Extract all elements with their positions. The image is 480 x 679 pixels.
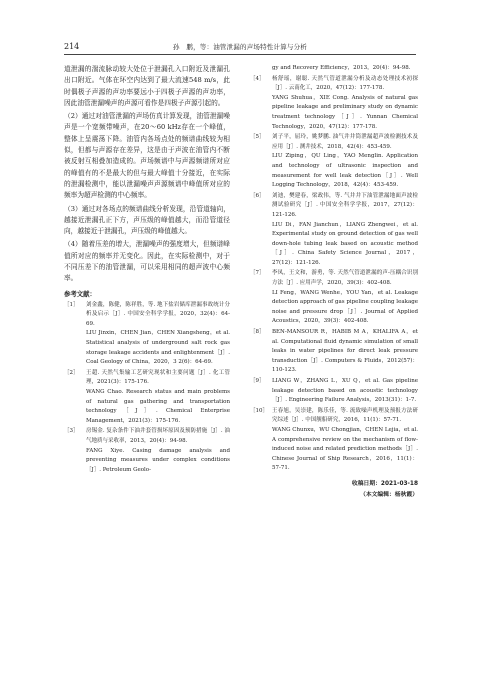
running-title: 孙 鹏，等：油管泄漏的声场特性计算与分析: [173, 43, 307, 51]
reference-item: [250, 133, 418, 191]
body-paragraph: （3）通过对各场点的频谱曲线分析发现，沿管道轴向，越接近泄漏孔正下方，声压级的峰值越大，而沿管道径向，越接近于泄漏孔，声压级的峰值越大。: [64, 204, 230, 236]
page-header: [64, 42, 416, 54]
page-number: 214: [64, 42, 80, 51]
reference-number: ［3］: [64, 428, 79, 435]
reference-item: [64, 301, 230, 368]
reference-item: [250, 75, 418, 133]
reference-cn: 王超. 天然气集输工艺研究现状和主要问题［J］. 化工管理，2021(3)：175-176.: [86, 369, 230, 386]
reference-cn: 杨舒瑶，谢聪. 天然气管道泄漏分析及动态处理技术初探［J］. 云南化工，2020，47(12)：177-178.: [272, 75, 418, 92]
reference-item: [250, 328, 418, 376]
reference-en: BEN-MANSOUR R，HABIB M A，KHALIFA A，et al. Computational fluid dynamic simulation of small leaks in water pipelines for direct leak pressure transduction［J］. Computers & Fluids，2012(57)：110-123.: [272, 329, 418, 374]
reference-en: YANG Shuhua，XIE Cong. Analysis of natural gas pipeline leakage and preliminary study on dynamic treatment technology［J］. Yunnan Chemical Technology，2020，47(12)：177-178.: [272, 94, 418, 130]
reference-number: ［8］: [250, 329, 265, 336]
right-column: [250, 64, 418, 498]
reference-en: FANG Xiye. Casing damage analysis and preventing measures under complex conditions［J］. Petroleum Geolo-: [86, 447, 230, 473]
reference-number: ［7］: [250, 270, 265, 277]
header-rule: [64, 54, 416, 55]
received-date: 收稿日期：2021-03-18: [351, 480, 418, 487]
reference-en: LI Feng，WANG Wenhe，YOU Yan，et al. Leakage detection approach of gas pipeline coupling leakage noise and pressure drop［J］. Journal of Applied Acoustics，2020，39(3)：402-408.: [272, 289, 418, 325]
reference-number: ［10］: [250, 407, 268, 414]
references-heading: 参考文献：: [64, 289, 96, 298]
reference-cn: 刘金鑫，陈健，陈祥胜，等. 地下盐岩储库泄漏事故统计分析及启示［J］. 中国安全科学学报，2020，32(4)：64-69.: [86, 301, 230, 327]
reference-en: WANG Chunxu，WU Chongjian，CHEN Lejia，et al. A comprehensive review on the mechanism of flow-induced noise and related prediction methods［J］. Chinese Journal of Ship Research，2016，11(1)：57-71.: [272, 426, 418, 472]
reference-cn: 李凤，王文和，游勇，等. 天然气管道泄漏的声-压耦合识别方法［J］. 应用声学，2020，39(3)：402-408.: [272, 270, 418, 287]
reference-item: [250, 192, 418, 269]
reference-en: LIANG W，ZHANG L，XU Q，et al. Gas pipeline leakage detection based on acoustic technology［J］. Engineering Failure Analysis，2013(31)：1-7.: [272, 378, 418, 404]
reference-number: ［9］: [250, 378, 265, 384]
body-paragraph: 道泄漏的湍流脉动较大处位于泄漏孔入口附近及泄漏孔出口附近。气体在环空内达到了最大流速548 m/s，此时偶极子声源的声功率要远小于四极子声源的声功率，因此油管泄漏噪声的声源可看作是四极子声源引起的。: [64, 65, 230, 107]
body-paragraph: （2）通过对油管泄漏的声场仿真计算发现，油管泄漏噪声是一个宽频带噪声，在20～60 kHz存在一个峰值，整体上呈震荡下降。油管内各场点处的频谱曲线较为相似，但都与声源存在差异，这是由于声波在油管内不断被反射互相叠加造成的。声场频谱中与声源频谱所对应的峰值有的不是最大的但与最大峰值十分接近，在实际的泄漏检测中，能以泄漏噪声声源频谱中峰值所对应的频率为超声检测的中心频率。: [64, 112, 230, 200]
reference-en: LIU Jinxin，CHEN Jian，CHEN Xiangsheng，et al. Statistical analysis of underground salt rock gas storage leakage accidents and enlightenment［J］. Coal Geology of China，2020，3 2(6)：64-69.: [86, 330, 230, 366]
reference-number: ［6］: [250, 192, 265, 199]
body-paragraph: （4）随着压差的增大，泄漏噪声的强度增大，但频谱峰值所对应的频率并无变化。因此，在实际检测中，对于不同压差下的油管泄漏，可以采用相同的超声波中心频率。: [64, 240, 230, 283]
reference-en: WANG Chao. Research status and main problems of natural gas gathering and transportation technology［J］. Chemical Enterprise Management，2021(3)：175-176.: [86, 388, 230, 424]
reference-item: [64, 369, 230, 427]
reference-cn: 王春旭，吴崇建，陈乐佳，等. 流致噪声机理及预报方法研究综述［J］. 中国舰船研究，2016，11(1)：57-71.: [272, 407, 418, 424]
reference-number: ［2］: [64, 369, 79, 376]
left-column: [64, 64, 230, 476]
reference-item: [250, 377, 418, 406]
reference-item: [250, 269, 418, 327]
editor-note: （本文编辑：杨秋霞）: [360, 491, 418, 498]
reference-item: [250, 407, 418, 474]
reference-number: ［5］: [250, 134, 265, 141]
reference-number: ［1］: [64, 301, 79, 308]
reference-cn: 刘子平，屈玲，姚梦鹏. 油气井井筒泄漏超声波检测技术及应用［J］. 测井技术，2018，42(4)：453-459.: [272, 134, 418, 150]
reference-en: LIU Ziping，QU Ling，YAO Menglin. Application and technology of ultrasonic inspection and measurement for well leak detection［J］. Well Logging Technology，2018，42(4)：453-459.: [272, 153, 418, 189]
reference-item: [64, 427, 230, 475]
reference-number: ［4］: [250, 75, 265, 82]
reference-cn: 房锡金. 复杂条件下油井套管损坏原因及预防措施［J］. 油气地质与采收率，2013，20(4)：94-98.: [86, 428, 230, 444]
reference-en: LIU Di，FAN Jianchun，LIANG Zhengwei，et al. Experimental study on ground detection of gas well down-hole tubing leak based on acoustic method［J］. China Safety Science Journal，2017，27(12)：121-126.: [272, 221, 418, 266]
reference-cn: 刘迪，樊建春，梁政伟，等. 气井井下油管泄漏地面声波检测试验研究［J］. 中国安全科学学报，2017，27(12)：121-126.: [272, 192, 418, 218]
reference-continuation: gy and Recovery Efficiency，2013，20(4)：94-98.: [272, 65, 411, 71]
